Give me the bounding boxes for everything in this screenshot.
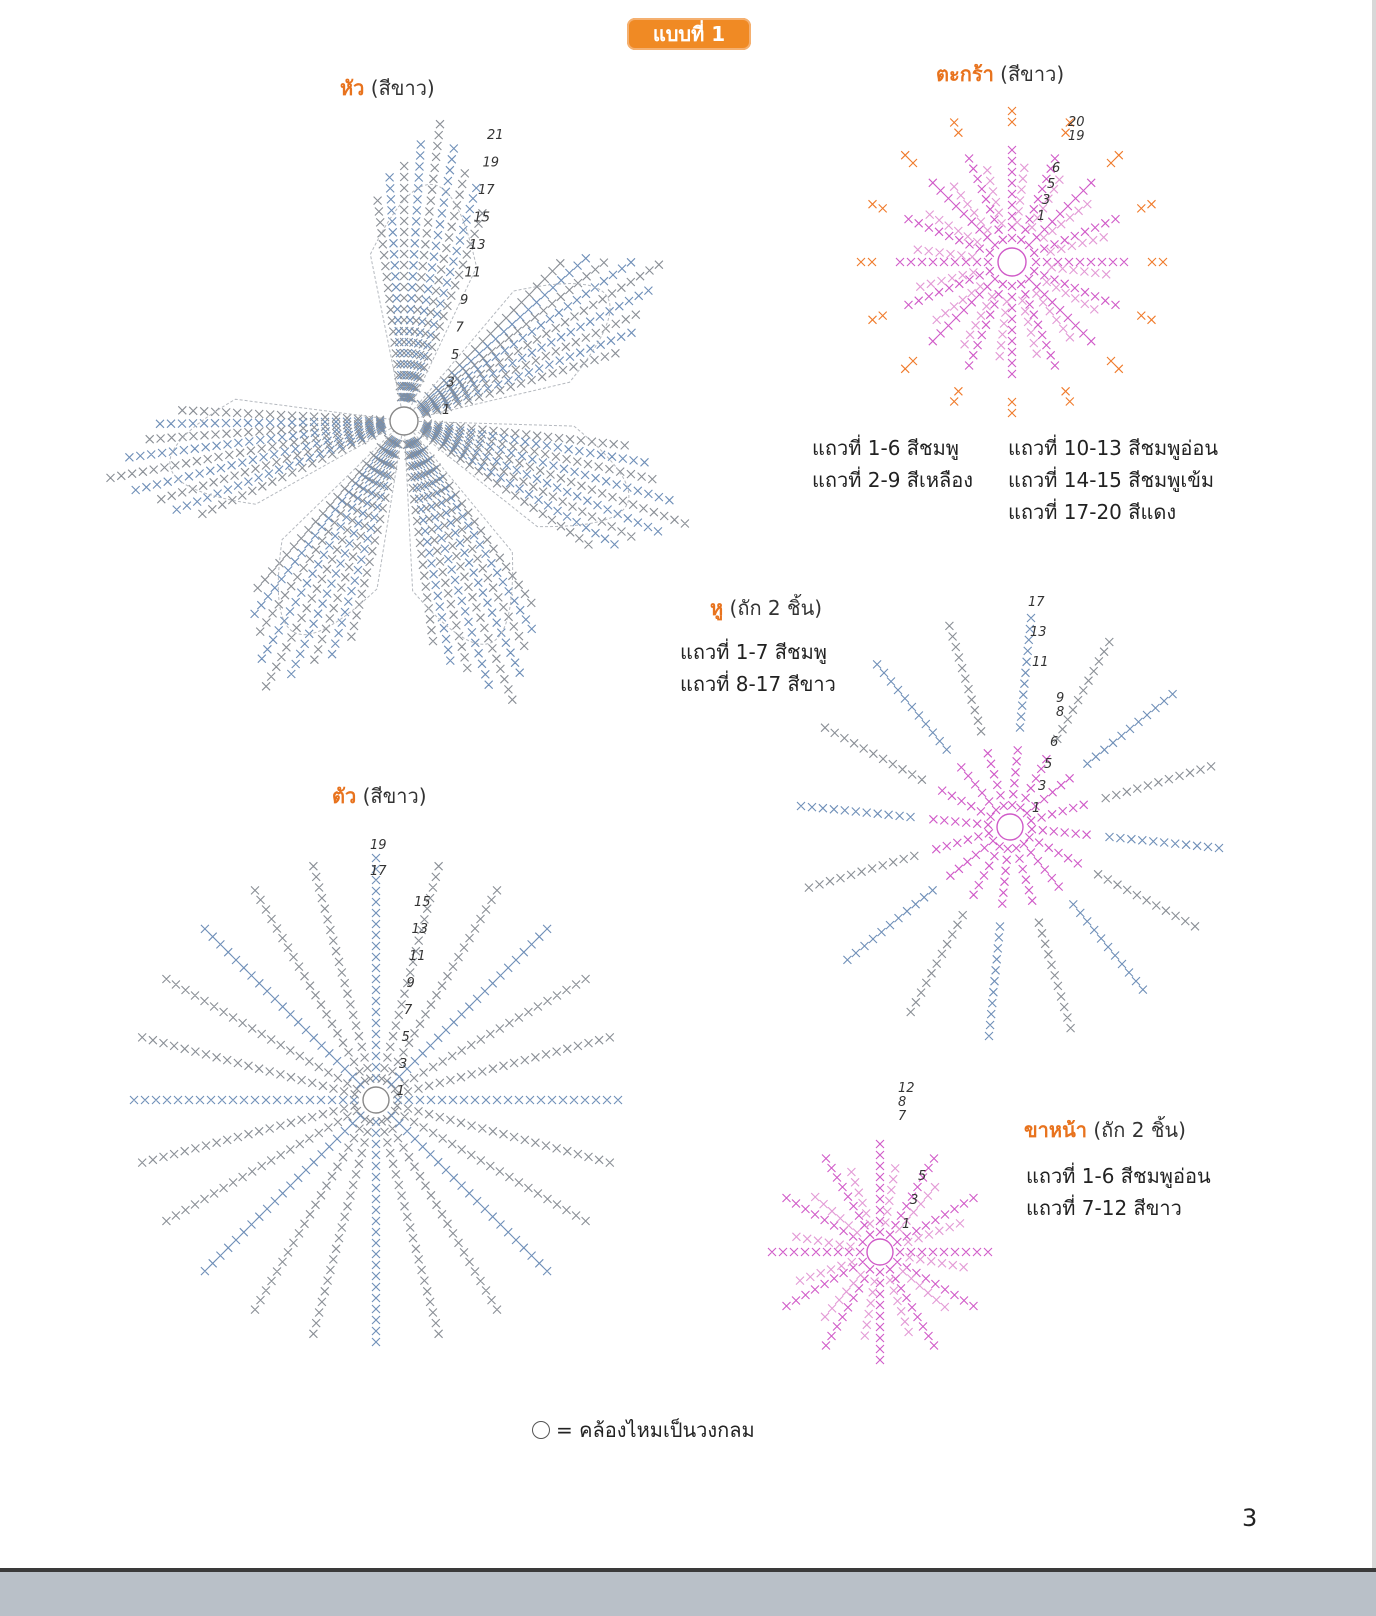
head-stitch-row: [418, 254, 590, 409]
ear-row-1: แถวที่ 1-7 สีชมพู: [680, 640, 827, 664]
basket-row-number: 19: [1068, 129, 1085, 144]
basket-row-3: แถวที่ 10-13 สีชมพูอ่อน: [1008, 436, 1219, 460]
body-row-number: 15: [414, 895, 431, 910]
body-stitch-row: [391, 1107, 589, 1225]
leg-stitch-row: [847, 1168, 874, 1228]
ear-diagram: [797, 595, 1223, 1040]
ear-row-number: 8: [1056, 705, 1065, 720]
head-row-number: 9: [460, 293, 469, 308]
basket-row-1: แถวที่ 1-6 สีชมพู: [812, 436, 959, 460]
head-diagram: [107, 120, 689, 704]
body-magic-ring: [363, 1087, 389, 1113]
front-leg-note: (ถัก 2 ชิ้น): [1093, 1118, 1186, 1142]
basket-row-number: 3: [1042, 193, 1051, 208]
ear-row-number: 11: [1032, 655, 1049, 670]
ear-name: หู: [710, 596, 724, 620]
ear-stitch-row: [1012, 844, 1036, 905]
basket-stitch-row: [1032, 258, 1128, 266]
body-stitch-row: [383, 1115, 501, 1314]
ear-stitch-row: [1025, 833, 1081, 867]
ear-stitch-row: [938, 787, 994, 821]
ear-stitch-row: [1094, 870, 1199, 930]
basket-stitch-row: [1025, 179, 1095, 249]
basket-stitch-row: [933, 282, 985, 324]
basket-row-number: 6: [1052, 161, 1061, 176]
basket-stitch-row: [1017, 280, 1059, 369]
ear-stitch-row: [821, 724, 926, 784]
head-row-number: 13: [469, 238, 486, 253]
head-stitch-row: [406, 169, 469, 401]
ear-stitch-row: [805, 852, 918, 892]
basket-magic-ring: [998, 248, 1026, 276]
body-row-number: 11: [409, 949, 426, 964]
legend-text: = คล้องไหมเป็นวงกลม: [556, 1418, 755, 1442]
body-row-number: 19: [370, 838, 387, 853]
body-row-number: 5: [401, 1030, 410, 1045]
ear-stitch-row: [929, 815, 992, 829]
body-stitch-row: [378, 862, 443, 1082]
leg-magic-ring: [867, 1239, 893, 1265]
ear-stitch-row: [1008, 746, 1022, 809]
ear-stitch-row: [932, 829, 993, 853]
basket-stitch-row: [857, 258, 876, 266]
basket-diagram: [857, 107, 1167, 417]
basket-stitch-row: [1148, 258, 1167, 266]
body-stitch-row: [251, 1115, 369, 1314]
ear-row-number: 9: [1056, 691, 1065, 706]
ear-stitch-row: [1028, 825, 1091, 839]
front-leg-name: ขาหน้า: [1024, 1118, 1087, 1142]
basket-stitch-row: [1013, 164, 1028, 227]
body-stitch-row: [393, 1102, 614, 1167]
basket-row-number: 5: [1047, 177, 1056, 192]
head-stitch-row: [407, 184, 480, 402]
head-row-number: 21: [487, 128, 504, 143]
leg-stitch-row: [796, 1258, 856, 1285]
body-stitch-row: [393, 1033, 614, 1098]
ear-stitch-row: [873, 660, 951, 753]
basket-stitch-row: [901, 151, 917, 167]
ear-row-number: 5: [1044, 757, 1053, 772]
leg-stitch-row: [886, 1276, 913, 1336]
ear-magic-ring: [997, 814, 1023, 840]
head-stitch-row: [374, 197, 406, 402]
head-stitch-row: [422, 329, 635, 417]
leg-stitch-row: [896, 1248, 992, 1256]
leg-stitch-row: [899, 1267, 949, 1311]
basket-stitch-row: [965, 155, 1007, 244]
body-stitch-row: [201, 1112, 365, 1276]
basket-stitch-row: [1018, 297, 1040, 358]
head-stitch-row: [157, 424, 385, 503]
basket-stitch-row: [1107, 357, 1123, 373]
head-stitch-row: [423, 424, 673, 504]
ear-row-number: 13: [1030, 625, 1047, 640]
basket-stitch-row: [1137, 200, 1155, 212]
head-petal-outline: [170, 399, 404, 504]
ear-stitch-row: [945, 622, 985, 735]
head-row-number: 3: [446, 375, 455, 391]
basket-row-2: แถวที่ 2-9 สีเหลือง: [812, 468, 974, 492]
leg-row-number: 7: [898, 1109, 907, 1124]
basket-stitch-row: [950, 387, 962, 405]
basket-stitch-row: [950, 119, 962, 137]
head-row-number: 15: [473, 210, 491, 226]
head-stitch-row: [262, 438, 397, 690]
ear-row-number: 3: [1038, 779, 1047, 794]
basket-stitch-row: [1062, 387, 1074, 405]
head-note: (สีขาว): [370, 76, 435, 100]
body-stitch-row: [372, 854, 380, 1082]
basket-stitch-row: [869, 312, 887, 324]
basket-stitch-row: [1048, 263, 1111, 278]
body-row-number: 13: [411, 922, 429, 937]
basket-stitch-row: [1008, 107, 1016, 126]
head-stitch-row: [413, 438, 536, 633]
basket-stitch-row: [1008, 398, 1016, 417]
basket-stitch-row: [905, 267, 994, 309]
body-stitch-row: [378, 1117, 443, 1338]
leg-stitch-row: [821, 1271, 865, 1321]
ear-row-number: 1: [1032, 801, 1041, 816]
basket-stitch-row: [1032, 290, 1074, 342]
scan-background-strip: [0, 1572, 1376, 1616]
body-row-number: 9: [406, 976, 415, 991]
leg-row-number: 12: [898, 1081, 915, 1096]
ear-stitch-row: [1035, 919, 1075, 1032]
leg-row-number: 3: [910, 1193, 919, 1208]
basket-stitch-row: [1047, 233, 1108, 255]
basket-stitch-row: [1137, 312, 1155, 324]
head-magic-ring: [390, 407, 418, 435]
body-stitch-row: [201, 925, 365, 1089]
ear-stitch-row: [970, 842, 1004, 898]
ear-note: (ถัก 2 ชิ้น): [729, 596, 823, 620]
head-stitch-row: [421, 429, 619, 548]
head-name: หัว: [340, 76, 365, 100]
body-stitch-row: [309, 1117, 374, 1338]
body-stitch-row: [162, 1107, 361, 1225]
ear-row-2: แถวที่ 8-17 สีขาว: [680, 672, 836, 696]
body-stitch-row: [391, 975, 589, 1093]
head-petal-outline: [278, 421, 404, 635]
ear-stitch-row: [1083, 690, 1176, 768]
body-name: ตัว: [332, 784, 357, 808]
basket-stitch-row: [929, 275, 999, 345]
basket-stitch-row: [1008, 146, 1016, 242]
basket-row-5: แถวที่ 17-20 สีแดง: [1008, 500, 1177, 524]
body-stitch-row: [162, 975, 361, 1093]
ear-stitch-row: [1102, 762, 1215, 802]
basket-row-4: แถวที่ 14-15 สีชมพูเข้ม: [1008, 468, 1215, 492]
basket-stitch-row: [1008, 282, 1016, 378]
head-stitch-row: [178, 406, 384, 424]
ear-stitch-row: [907, 911, 967, 1016]
head-row-number: 7: [455, 320, 464, 336]
leg-row-number: 5: [918, 1169, 927, 1184]
basket-row-number: 20: [1068, 115, 1085, 130]
basket-stitch-row: [901, 357, 917, 373]
basket-stitch-row: [929, 179, 999, 249]
leg-row-number: 8: [898, 1095, 907, 1110]
ear-row-number: 6: [1050, 735, 1059, 750]
head-stitch-row: [310, 440, 399, 664]
basket-stitch-row: [869, 200, 887, 212]
body-stitch-row: [138, 1033, 359, 1098]
leg-stitch-row: [876, 1140, 884, 1236]
basket-stitch-row: [916, 268, 977, 290]
body-stitch-row: [130, 1096, 358, 1104]
front-leg-row-2: แถวที่ 7-12 สีขาว: [1026, 1196, 1182, 1220]
head-row-number: 11: [464, 265, 482, 281]
basket-row-number: 1: [1037, 209, 1046, 224]
leg-row-number: 1: [902, 1217, 911, 1232]
ear-stitch-row: [1069, 900, 1147, 993]
ear-stitch-row: [843, 886, 936, 964]
basket-stitch-row: [896, 258, 992, 266]
body-row-number: 7: [404, 1003, 413, 1018]
body-stitch-row: [309, 862, 374, 1082]
pattern-badge: แบบที่ 1: [627, 18, 751, 50]
ear-stitch-row: [998, 845, 1012, 908]
body-row-number: 17: [370, 864, 387, 879]
head-row-number: 5: [451, 348, 460, 363]
page-number: 3: [1242, 1504, 1258, 1532]
basket-stitch-row: [983, 166, 1005, 227]
body-stitch-row: [383, 886, 501, 1085]
basket-name: ตะกร้า: [936, 62, 994, 86]
basket-note: (สีขาว): [1000, 62, 1065, 86]
front-leg-row-1: แถวที่ 1-6 สีชมพูอ่อน: [1026, 1164, 1211, 1188]
leg-stitch-row: [904, 1219, 964, 1246]
basket-stitch-row: [1025, 275, 1095, 345]
leg-stitch-row: [876, 1268, 884, 1364]
ear-stitch-row: [984, 749, 1008, 810]
ear-stitch-row: [985, 923, 1004, 1041]
basket-stitch-row: [1107, 151, 1123, 167]
body-diagram: [130, 838, 622, 1346]
ear-stitch-row: [1106, 833, 1224, 852]
body-row-number: 1: [396, 1084, 405, 1099]
body-stitch-row: [138, 1102, 359, 1167]
basket-stitch-row: [950, 183, 992, 235]
body-stitch-row: [388, 1112, 551, 1276]
leg-stitch-row: [811, 1193, 861, 1237]
body-stitch-row: [251, 886, 369, 1085]
ear-stitch-row: [797, 802, 915, 821]
body-stitch-row: [372, 1118, 380, 1346]
head-row-number: 19: [482, 155, 500, 171]
front-leg-diagram: [768, 1081, 992, 1364]
body-row-number: 3: [399, 1057, 408, 1072]
head-row-number: 1: [442, 403, 451, 418]
ear-row-number: 17: [1028, 595, 1045, 610]
basket-stitch-row: [996, 298, 1011, 361]
body-note: (สีขาว): [362, 784, 427, 808]
leg-stitch-row: [768, 1248, 864, 1256]
head-row-number: 17: [478, 183, 495, 198]
basket-stitch-row: [914, 246, 977, 261]
body-stitch-row: [394, 1096, 622, 1104]
